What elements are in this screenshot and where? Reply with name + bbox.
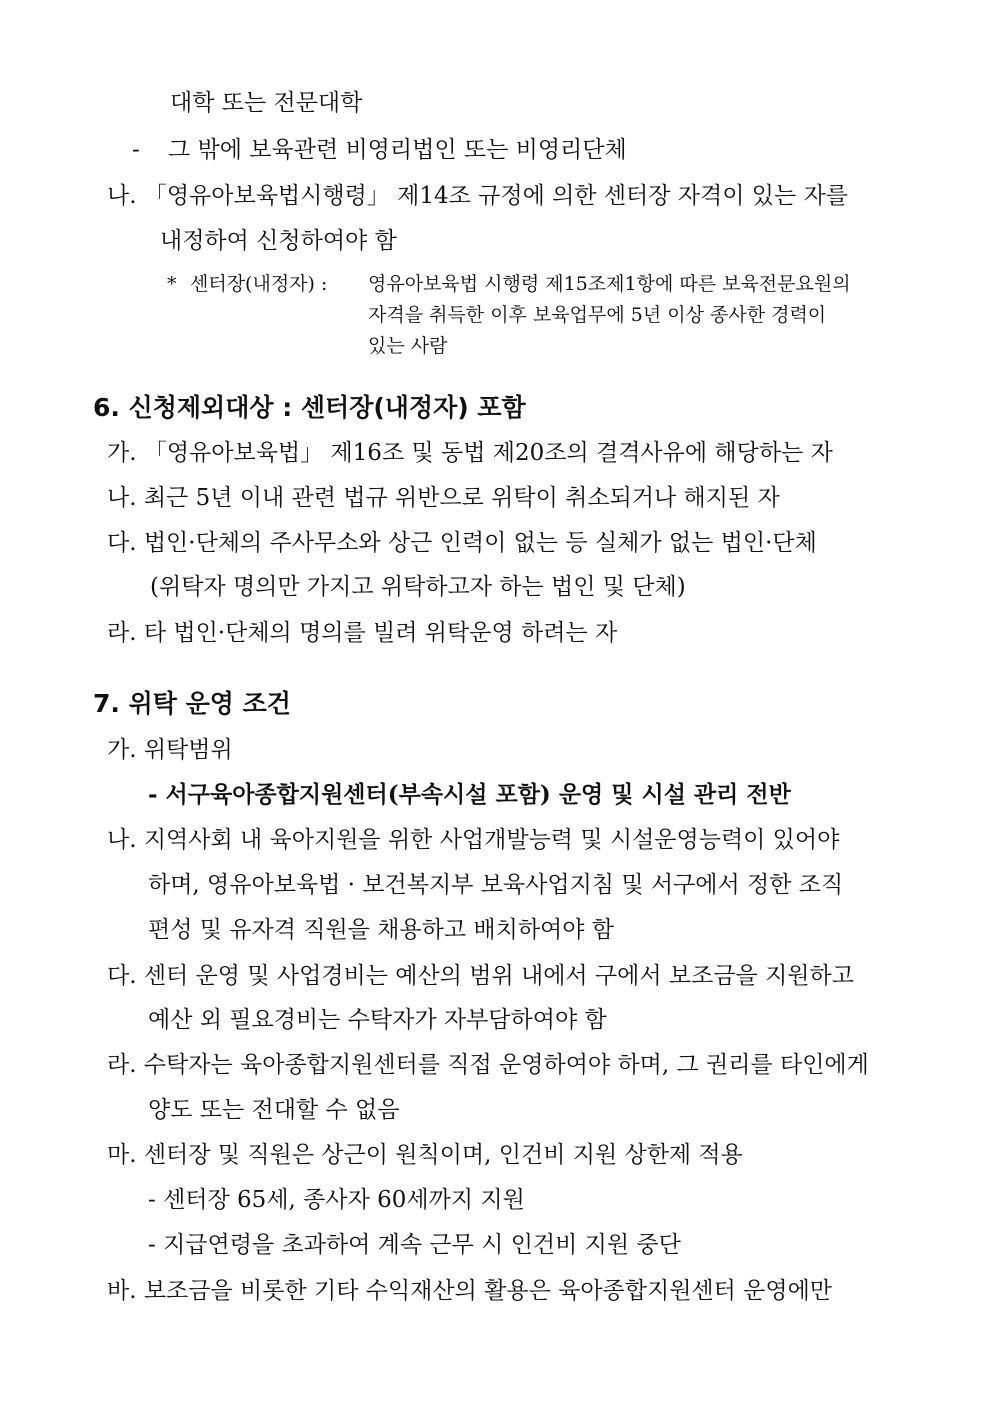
sub-item: - 센터장 65세, 종사자 60세까지 지원 <box>148 1187 525 1213</box>
sub-item: - 지급연령을 초과하여 계속 근무 시 인건비 지원 중단 <box>148 1232 681 1258</box>
list-item: 나. 최근 5년 이내 관련 법규 위반으로 위탁이 취소되거나 해지된 자 <box>107 485 780 511</box>
note-text: 자격을 취득한 이후 보육업무에 5년 이상 종사한 경력이 <box>368 304 827 326</box>
text-line: 편성 및 유자격 직원을 채용하고 배치하여야 함 <box>148 917 615 943</box>
list-item: 나. 「영유아보육법시행령」 제14조 규정에 의한 센터장 자격이 있는 자를 <box>107 183 848 209</box>
dash-marker: - <box>132 137 140 163</box>
list-item: 가. 위탁범위 <box>107 737 233 763</box>
text-line: 대학 또는 전문대학 <box>170 90 363 116</box>
text-line: (위탁자 명의만 가지고 위탁하고자 하는 법인 및 단체) <box>150 574 686 600</box>
list-item: 다. 센터 운영 및 사업경비는 예산의 범위 내에서 구에서 보조금을 지원하고 <box>107 963 854 989</box>
sub-item: - 서구육아종합지원센터(부속시설 포함) 운영 및 시설 관리 전반 <box>148 781 791 808</box>
list-item: 다. 법인·단체의 주사무소와 상근 인력이 없는 등 실체가 없는 법인·단체 <box>107 530 817 556</box>
list-item: 나. 지역사회 내 육아지원을 위한 사업개발능력 및 시설운영능력이 있어야 <box>107 827 840 853</box>
list-item: 마. 센터장 및 직원은 상근이 원칙이며, 인건비 지원 상한제 적용 <box>107 1142 743 1168</box>
section-heading: 6. 신청제외대상 : 센터장(내정자) 포함 <box>93 393 526 422</box>
note-label: 센터장(내정자) : <box>190 273 328 295</box>
note-text: 있는 사람 <box>368 335 448 357</box>
text-line: 양도 또는 전대할 수 없음 <box>148 1097 400 1123</box>
section-heading: 7. 위탁 운영 조건 <box>93 689 291 718</box>
list-item: 가. 「영유아보육법」 제16조 및 동법 제20조의 결격사유에 해당하는 자 <box>107 440 833 466</box>
note-text: 영유아보육법 시행령 제15조제1항에 따른 보육전문요원의 <box>368 273 851 295</box>
list-item: 라. 수탁자는 육아종합지원센터를 직접 운영하여야 하며, 그 권리를 타인에게 <box>107 1052 869 1078</box>
text-line: 내정하여 신청하여야 함 <box>160 228 397 254</box>
list-item: 바. 보조금을 비롯한 기타 수익재산의 활용은 육아종합지원센터 운영에만 <box>107 1278 833 1304</box>
note-star: * <box>167 273 177 295</box>
list-item: 라. 타 법인·단체의 명의를 빌려 위탁운영 하려는 자 <box>107 620 618 646</box>
text-line: 하며, 영유아보육법 · 보건복지부 보육사업지침 및 서구에서 정한 조직 <box>148 872 844 898</box>
text-line: 그 밖에 보육관련 비영리법인 또는 비영리단체 <box>168 137 627 163</box>
text-line: 예산 외 필요경비는 수탁자가 자부담하여야 함 <box>148 1007 607 1033</box>
